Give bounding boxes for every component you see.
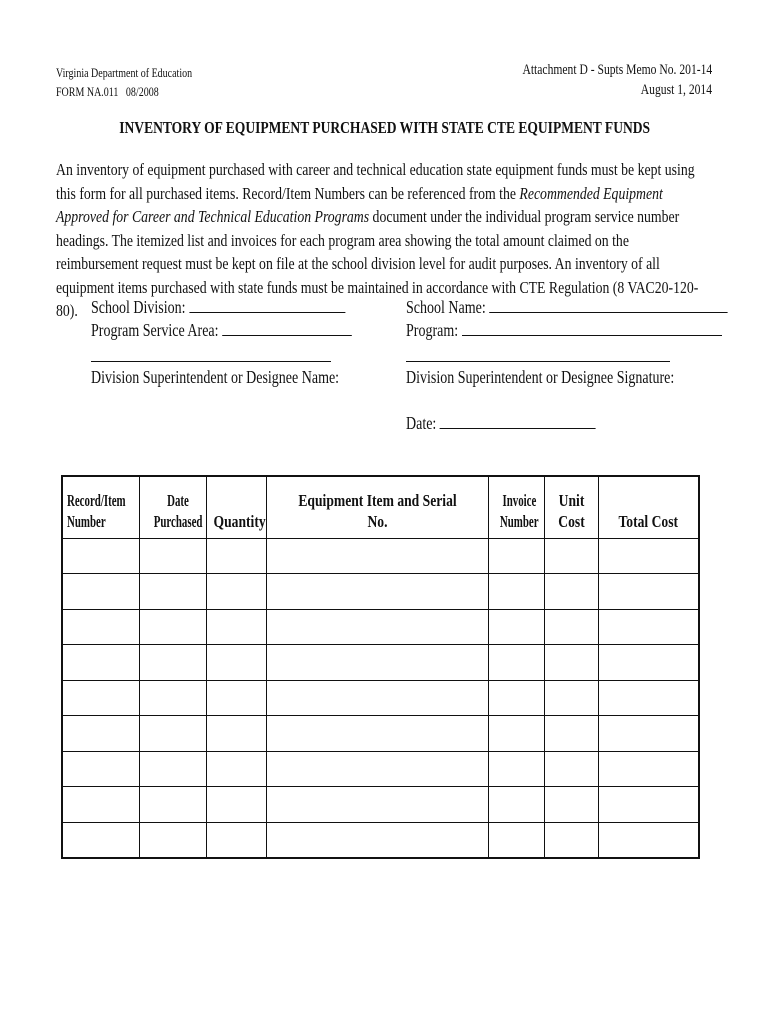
cell-equipment-item[interactable] (266, 680, 488, 716)
cell-equipment-item[interactable] (266, 716, 488, 752)
cell-equipment-item[interactable] (266, 609, 488, 645)
cell-quantity[interactable] (206, 609, 266, 645)
school-name-field[interactable] (406, 297, 770, 318)
form-number: FORM NA.011 08/2008 (56, 85, 159, 99)
col-date-purchased: Date Purchased (139, 476, 206, 538)
cell-date-purchased[interactable] (139, 538, 206, 574)
cell-date-purchased[interactable] (139, 609, 206, 645)
cell-record-item-number[interactable] (62, 751, 139, 787)
cell-record-item-number[interactable] (62, 716, 139, 752)
program-service-area-label: Program Service Area: (91, 320, 219, 340)
table-row (62, 645, 699, 681)
superintendent-signature-label: Division Superintendent or Designee Signature: (406, 367, 675, 387)
superintendent-name-label: Division Superintendent or Designee Name: (91, 367, 340, 387)
cell-unit-cost[interactable] (544, 751, 598, 787)
school-division-label: School Division: (91, 297, 186, 317)
program-field[interactable] (406, 320, 770, 341)
cell-equipment-item[interactable] (266, 645, 488, 681)
program-label: Program: (406, 320, 459, 340)
cell-quantity[interactable] (206, 645, 266, 681)
page-title: INVENTORY OF EQUIPMENT PURCHASED WITH STATE CTE EQUIPMENT FUNDS (119, 118, 651, 137)
cell-date-purchased[interactable] (139, 574, 206, 610)
table-row (62, 716, 699, 752)
cell-total-cost[interactable] (598, 822, 699, 858)
cell-record-item-number[interactable] (62, 645, 139, 681)
cell-unit-cost[interactable] (544, 716, 598, 752)
cell-total-cost[interactable] (598, 680, 699, 716)
intro-italic-document-title: Recommended Equipment Approved for Career and Technical Education Programs (56, 183, 663, 226)
col-invoice-number: Invoice Number (488, 476, 544, 538)
cell-quantity[interactable] (206, 787, 266, 823)
cell-equipment-item[interactable] (266, 751, 488, 787)
cell-total-cost[interactable] (598, 787, 699, 823)
cell-quantity[interactable] (206, 751, 266, 787)
cell-date-purchased[interactable] (139, 751, 206, 787)
cell-unit-cost[interactable] (544, 645, 598, 681)
cell-invoice-number[interactable] (488, 822, 544, 858)
cell-total-cost[interactable] (598, 716, 699, 752)
school-name-label: School Name: (406, 297, 486, 317)
cell-date-purchased[interactable] (139, 645, 206, 681)
cell-invoice-number[interactable] (488, 538, 544, 574)
cell-unit-cost[interactable] (544, 680, 598, 716)
cell-date-purchased[interactable] (139, 716, 206, 752)
cell-unit-cost[interactable] (544, 609, 598, 645)
cell-record-item-number[interactable] (62, 822, 139, 858)
cell-equipment-item[interactable] (266, 574, 488, 610)
table-row (62, 751, 699, 787)
date-label: Date: (406, 413, 437, 433)
school-division-field[interactable] (91, 297, 409, 318)
cell-invoice-number[interactable] (488, 574, 544, 610)
cell-invoice-number[interactable] (488, 751, 544, 787)
cell-record-item-number[interactable] (62, 787, 139, 823)
col-quantity: Quantity (206, 476, 266, 538)
cell-unit-cost[interactable] (544, 787, 598, 823)
table-row (62, 574, 699, 610)
cell-equipment-item[interactable] (266, 538, 488, 574)
table-header-row (62, 476, 699, 538)
cell-unit-cost[interactable] (544, 538, 598, 574)
col-unit-cost: Unit Cost (544, 476, 598, 538)
cell-quantity[interactable] (206, 716, 266, 752)
cell-record-item-number[interactable] (62, 538, 139, 574)
superintendent-signature-line[interactable] (406, 361, 670, 362)
col-equipment-item: Equipment Item and Serial No. (266, 476, 488, 538)
cell-date-purchased[interactable] (139, 787, 206, 823)
superintendent-name-line[interactable] (91, 361, 331, 362)
cell-equipment-item[interactable] (266, 787, 488, 823)
cell-invoice-number[interactable] (488, 716, 544, 752)
table-row (62, 609, 699, 645)
cell-invoice-number[interactable] (488, 680, 544, 716)
cell-total-cost[interactable] (598, 645, 699, 681)
col-record-item-number: Record/Item Number (62, 476, 139, 538)
intro-text-1: An inventory of equipment purchased with career and technical education state equipment funds must be kept using this form for all purchased items. Record/Item Numbers can be referenced from the (56, 160, 695, 203)
cell-quantity[interactable] (206, 538, 266, 574)
cell-invoice-number[interactable] (488, 645, 544, 681)
cell-record-item-number[interactable] (62, 574, 139, 610)
table-row (62, 822, 699, 858)
cell-total-cost[interactable] (598, 609, 699, 645)
cell-invoice-number[interactable] (488, 787, 544, 823)
attachment-label: Attachment D - Supts Memo No. 201-14 (522, 62, 712, 78)
cell-equipment-item[interactable] (266, 822, 488, 858)
date-field[interactable] (406, 413, 643, 434)
memo-date: August 1, 2014 (640, 82, 712, 98)
intro-text-2: document under the individual program service number headings. The itemized list and invoices for each program area showing the total amount claimed on the reimbursement request must be kept on file at the school division level for audit purposes. An inventory of all equipment items purchased with state funds must be maintained in accordance with CTE Regulation (8 VAC20-120-80). (56, 207, 699, 320)
table-row (62, 787, 699, 823)
col-total-cost: Total Cost (598, 476, 699, 538)
cell-unit-cost[interactable] (544, 574, 598, 610)
cell-quantity[interactable] (206, 822, 266, 858)
table-row (62, 680, 699, 716)
cell-date-purchased[interactable] (139, 822, 206, 858)
cell-total-cost[interactable] (598, 751, 699, 787)
cell-record-item-number[interactable] (62, 609, 139, 645)
cell-invoice-number[interactable] (488, 609, 544, 645)
cell-total-cost[interactable] (598, 574, 699, 610)
org-name: Virginia Department of Education (56, 66, 193, 80)
cell-date-purchased[interactable] (139, 680, 206, 716)
cell-total-cost[interactable] (598, 538, 699, 574)
cell-unit-cost[interactable] (544, 822, 598, 858)
cell-quantity[interactable] (206, 680, 266, 716)
program-service-area-field[interactable] (91, 320, 417, 341)
table-row (62, 538, 699, 574)
cell-quantity[interactable] (206, 574, 266, 610)
cell-record-item-number[interactable] (62, 680, 139, 716)
inventory-table (61, 475, 700, 859)
